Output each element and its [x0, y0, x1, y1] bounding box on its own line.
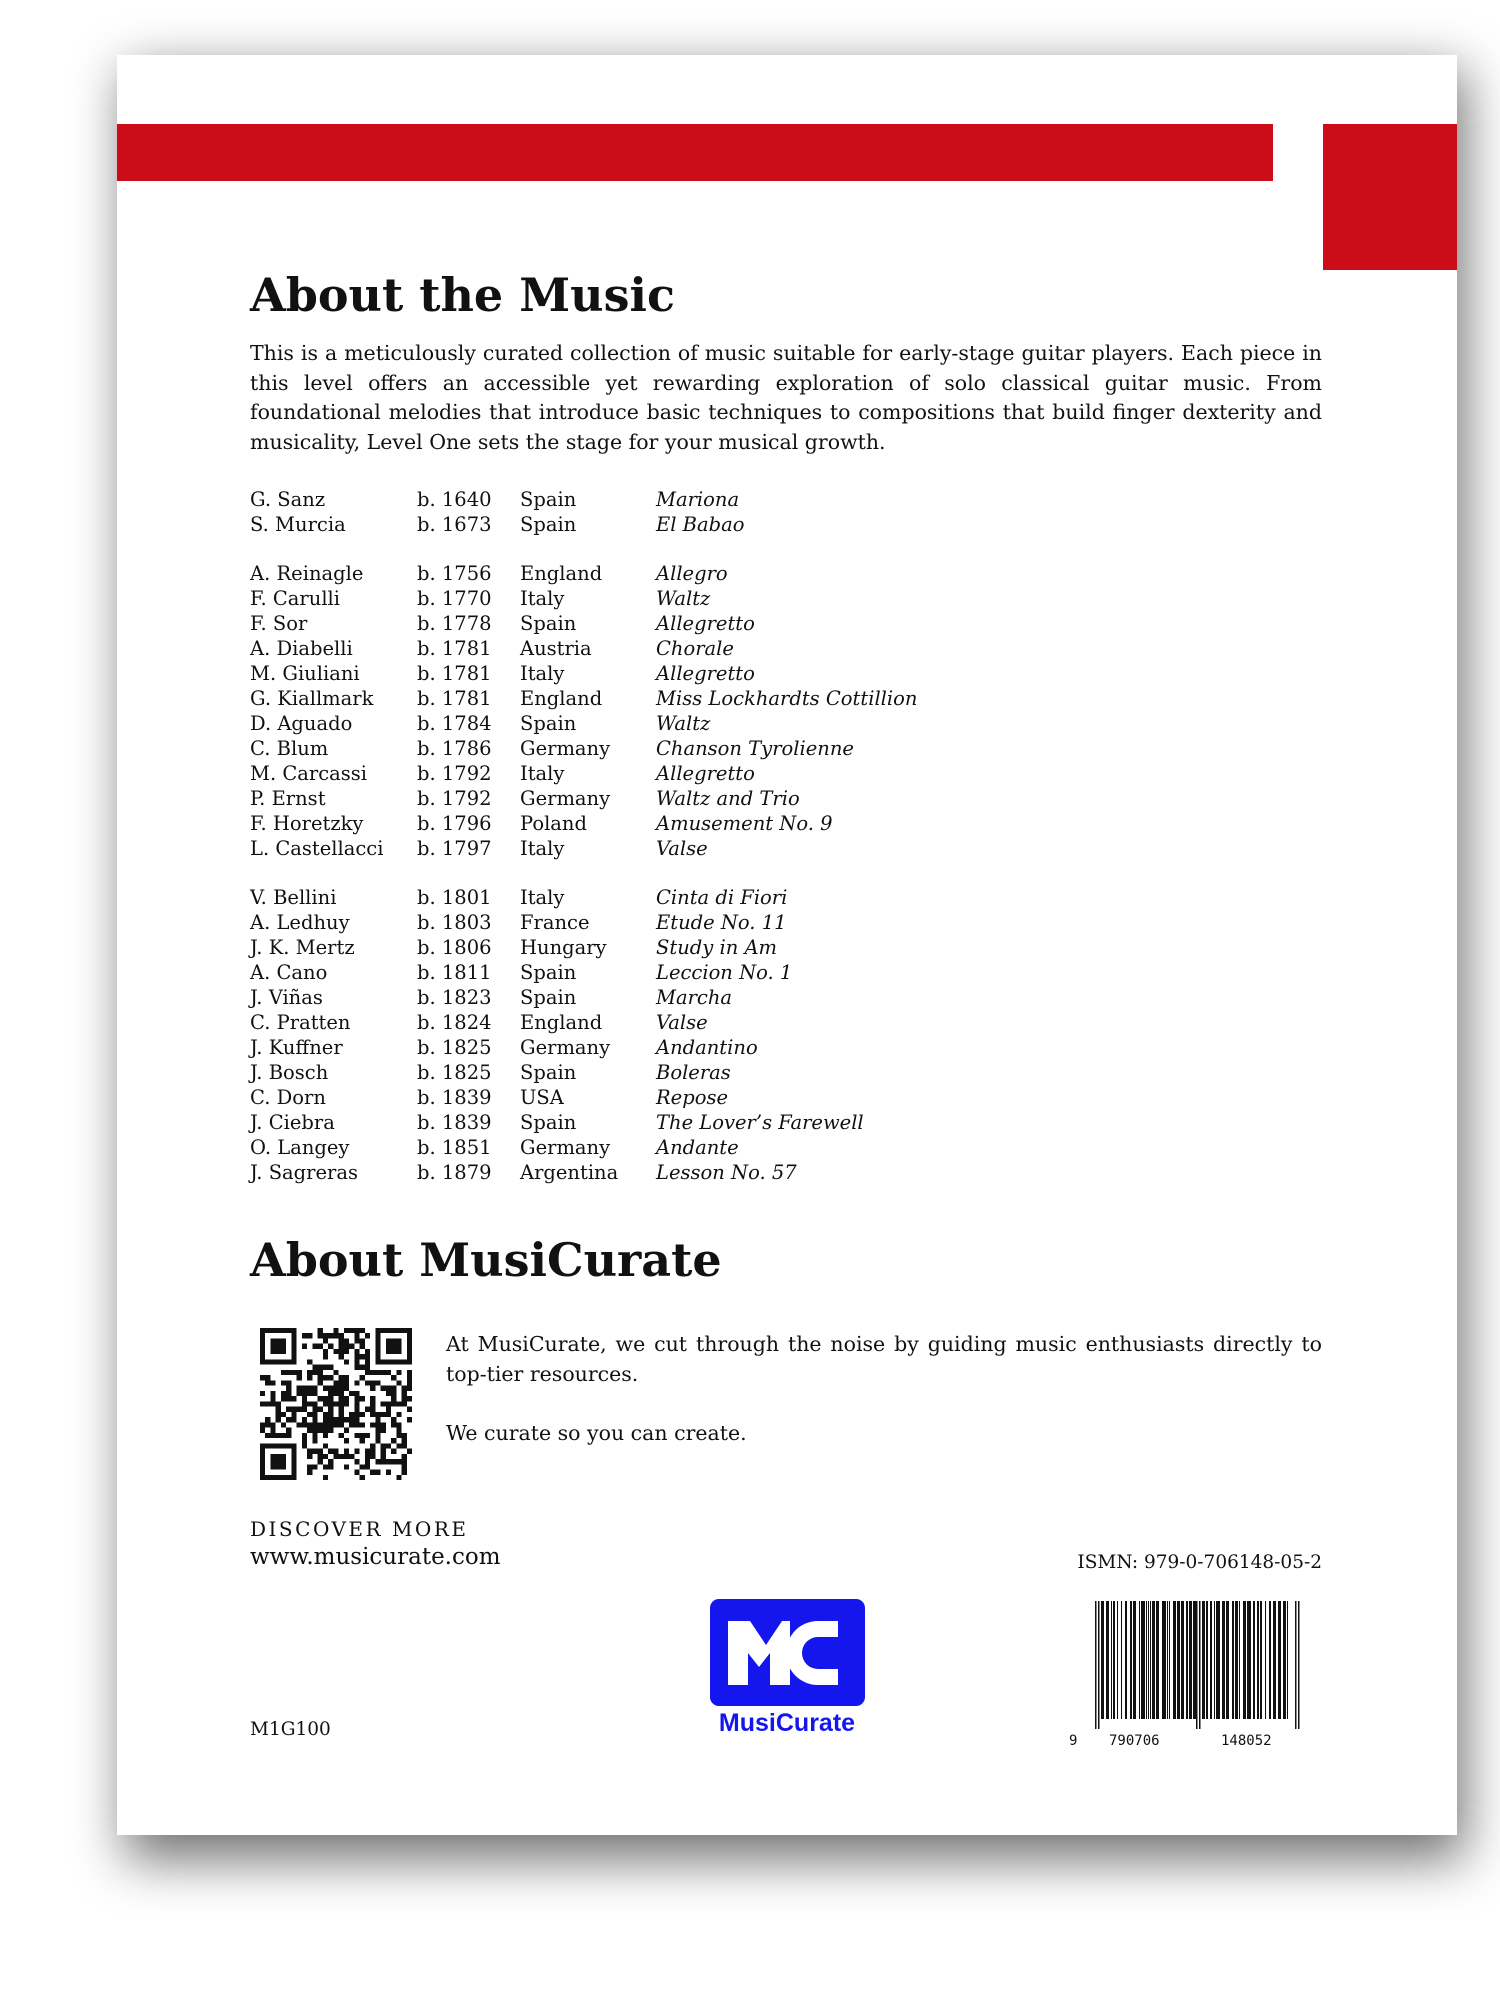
- composer-country: Spain: [520, 1061, 577, 1084]
- composer-name: C. Blum: [250, 737, 329, 760]
- barcode-first-digit: 9: [1069, 1733, 1078, 1749]
- composer-row: [250, 1060, 1050, 1085]
- composer-country: Germany: [520, 787, 611, 810]
- composer-row: [250, 1110, 1050, 1135]
- composer-birth-year: b. 1784: [417, 712, 492, 735]
- composer-country: Spain: [520, 986, 577, 1009]
- tagline: We curate so you can create.: [446, 1421, 747, 1445]
- composer-country: USA: [520, 1086, 564, 1109]
- composer-name: P. Ernst: [250, 787, 326, 810]
- piece-title: Leccion No. 1: [656, 961, 793, 984]
- composer-country: Spain: [520, 612, 577, 635]
- composer-name: F. Carulli: [250, 587, 341, 610]
- piece-title: Study in Am: [656, 936, 778, 959]
- composer-group: [250, 885, 1050, 1185]
- composer-country: Austria: [520, 637, 592, 660]
- composer-name: G. Sanz: [250, 488, 326, 511]
- composer-row: [250, 561, 1050, 586]
- composer-name: G. Kiallmark: [250, 687, 374, 710]
- composer-birth-year: b. 1781: [417, 662, 492, 685]
- composer-country: Spain: [520, 488, 577, 511]
- piece-title: Chanson Tyrolienne: [656, 737, 854, 760]
- composer-row: [250, 661, 1050, 686]
- composer-country: England: [520, 1011, 603, 1034]
- composer-birth-year: b. 1796: [417, 812, 492, 835]
- composer-name: J. Sagreras: [250, 1161, 358, 1184]
- piece-title: Allegretto: [656, 612, 755, 635]
- composer-country: Italy: [520, 587, 565, 610]
- composer-birth-year: b. 1806: [417, 936, 492, 959]
- composer-birth-year: b. 1811: [417, 961, 492, 984]
- composer-name: A. Diabelli: [250, 637, 353, 660]
- composer-country: Germany: [520, 737, 611, 760]
- composer-country: Italy: [520, 662, 565, 685]
- about-music-heading: About the Music: [250, 268, 675, 322]
- composer-name: O. Langey: [250, 1136, 350, 1159]
- composer-group: [250, 487, 1050, 537]
- composer-birth-year: b. 1801: [417, 886, 492, 909]
- about-musicurate-heading: About MusiCurate: [250, 1233, 722, 1287]
- composer-name: J. Viñas: [250, 986, 323, 1009]
- composer-row: [250, 885, 1050, 910]
- composer-birth-year: b. 1824: [417, 1011, 492, 1034]
- qr-code-icon[interactable]: [260, 1328, 412, 1480]
- composer-birth-year: b. 1797: [417, 837, 492, 860]
- composer-name: J. Kuffner: [250, 1036, 343, 1059]
- composer-country: Italy: [520, 886, 565, 909]
- top-red-bar: [117, 124, 1273, 181]
- composer-country: Spain: [520, 961, 577, 984]
- barcode-digits-right: 148052: [1221, 1733, 1272, 1749]
- piece-title: Valse: [656, 1011, 708, 1034]
- top-red-square: [1323, 124, 1457, 270]
- composer-row: [250, 1010, 1050, 1035]
- piece-title: Chorale: [656, 637, 734, 660]
- mc-monogram-icon: [710, 1599, 865, 1706]
- composer-birth-year: b. 1825: [417, 1061, 492, 1084]
- composer-name: C. Dorn: [250, 1086, 326, 1109]
- composer-row: [250, 786, 1050, 811]
- barcode-digits-left: 790706: [1109, 1733, 1160, 1749]
- composer-row: [250, 960, 1050, 985]
- composer-birth-year: b. 1803: [417, 911, 492, 934]
- composer-name: J. Ciebra: [250, 1111, 335, 1134]
- piece-title: Waltz and Trio: [656, 787, 800, 810]
- musicurate-logo-text: MusiCurate: [718, 1709, 856, 1737]
- composer-country: Spain: [520, 712, 577, 735]
- piece-title: Andantino: [656, 1036, 758, 1059]
- composer-list: [250, 487, 1050, 1209]
- piece-title: Repose: [656, 1086, 728, 1109]
- composer-country: Germany: [520, 1036, 611, 1059]
- composer-name: V. Bellini: [250, 886, 337, 909]
- composer-name: A. Reinagle: [250, 562, 364, 585]
- composer-birth-year: b. 1673: [417, 513, 492, 536]
- composer-birth-year: b. 1778: [417, 612, 492, 635]
- composer-birth-year: b. 1781: [417, 687, 492, 710]
- musicurate-logo-icon: [710, 1599, 865, 1706]
- composer-birth-year: b. 1839: [417, 1111, 492, 1134]
- composer-row: [250, 836, 1050, 861]
- website-link[interactable]: www.musicurate.com: [250, 1544, 501, 1570]
- composer-row: [250, 811, 1050, 836]
- composer-name: F. Sor: [250, 612, 308, 635]
- composer-country: Spain: [520, 1111, 577, 1134]
- piece-title: Allegretto: [656, 762, 755, 785]
- composer-row: [250, 985, 1050, 1010]
- composer-country: Argentina: [520, 1161, 619, 1184]
- composer-name: J. K. Mertz: [250, 936, 355, 959]
- composer-name: A. Ledhuy: [250, 911, 350, 934]
- composer-name: J. Bosch: [250, 1061, 329, 1084]
- piece-title: Mariona: [656, 488, 740, 511]
- composer-row: [250, 736, 1050, 761]
- composer-country: England: [520, 687, 603, 710]
- composer-group: [250, 561, 1050, 861]
- composer-birth-year: b. 1640: [417, 488, 492, 511]
- product-code: M1G100: [250, 1719, 331, 1740]
- composer-row: [250, 711, 1050, 736]
- piece-title: Etude No. 11: [656, 911, 787, 934]
- composer-birth-year: b. 1792: [417, 787, 492, 810]
- composer-country: France: [520, 911, 590, 934]
- composer-birth-year: b. 1851: [417, 1136, 492, 1159]
- piece-title: Waltz: [656, 587, 711, 610]
- composer-birth-year: b. 1839: [417, 1086, 492, 1109]
- composer-name: D. Aguado: [250, 712, 353, 735]
- composer-row: [250, 636, 1050, 661]
- composer-country: Italy: [520, 837, 565, 860]
- composer-row: [250, 586, 1050, 611]
- composer-row: [250, 512, 1050, 537]
- composer-row: [250, 1160, 1050, 1185]
- back-cover: [117, 55, 1457, 1835]
- piece-title: Allegro: [656, 562, 728, 585]
- composer-row: [250, 935, 1050, 960]
- piece-title: Cinta di Fiori: [656, 886, 788, 909]
- about-musicurate-text: At MusiCurate, we cut through the noise by guiding music enthusiasts directly to top-tier resources.: [446, 1332, 1322, 1386]
- composer-row: [250, 910, 1050, 935]
- composer-name: S. Murcia: [250, 513, 346, 536]
- composer-birth-year: b. 1792: [417, 762, 492, 785]
- composer-country: Poland: [520, 812, 587, 835]
- piece-title: Miss Lockhardts Cottillion: [656, 687, 918, 710]
- composer-birth-year: b. 1770: [417, 587, 492, 610]
- composer-country: Italy: [520, 762, 565, 785]
- composer-birth-year: b. 1825: [417, 1036, 492, 1059]
- piece-title: Marcha: [656, 986, 733, 1009]
- composer-country: Spain: [520, 513, 577, 536]
- composer-name: M. Carcassi: [250, 762, 368, 785]
- composer-country: Germany: [520, 1136, 611, 1159]
- composer-country: England: [520, 562, 603, 585]
- composer-birth-year: b. 1879: [417, 1161, 492, 1184]
- composer-birth-year: b. 1823: [417, 986, 492, 1009]
- ismn-number: ISMN: 979-0-706148-05-2: [1077, 1552, 1322, 1573]
- composer-name: C. Pratten: [250, 1011, 351, 1034]
- piece-title: Allegretto: [656, 662, 755, 685]
- composer-name: L. Castellacci: [250, 837, 384, 860]
- barcode-icon: [1071, 1599, 1322, 1747]
- composer-row: [250, 761, 1050, 786]
- composer-name: F. Horetzky: [250, 812, 364, 835]
- piece-title: Valse: [656, 837, 708, 860]
- composer-row: [250, 611, 1050, 636]
- piece-title: Andante: [656, 1136, 739, 1159]
- composer-name: M. Giuliani: [250, 662, 360, 685]
- composer-row: [250, 1035, 1050, 1060]
- piece-title: Amusement No. 9: [656, 812, 833, 835]
- composer-row: [250, 1085, 1050, 1110]
- piece-title: El Babao: [656, 513, 745, 536]
- piece-title: Waltz: [656, 712, 711, 735]
- piece-title: Boleras: [656, 1061, 731, 1084]
- piece-title: Lesson No. 57: [656, 1161, 797, 1184]
- discover-more-label: DISCOVER MORE: [250, 1517, 469, 1541]
- composer-name: A. Cano: [250, 961, 328, 984]
- composer-birth-year: b. 1781: [417, 637, 492, 660]
- composer-row: [250, 487, 1050, 512]
- composer-birth-year: b. 1786: [417, 737, 492, 760]
- composer-birth-year: b. 1756: [417, 562, 492, 585]
- composer-country: Hungary: [520, 936, 607, 959]
- piece-title: The Lover’s Farewell: [656, 1111, 864, 1134]
- composer-row: [250, 686, 1050, 711]
- about-music-intro: This is a meticulously curated collection of music suitable for early-stage guitar players. Each piece in this level offers an accessible yet rewarding exploration of solo classical guitar music. From foundational melodies that introduce basic techniques to compositions that build finger dexterity and musicality, Level One sets the stage for your musical growth.: [250, 341, 1322, 454]
- composer-row: [250, 1135, 1050, 1160]
